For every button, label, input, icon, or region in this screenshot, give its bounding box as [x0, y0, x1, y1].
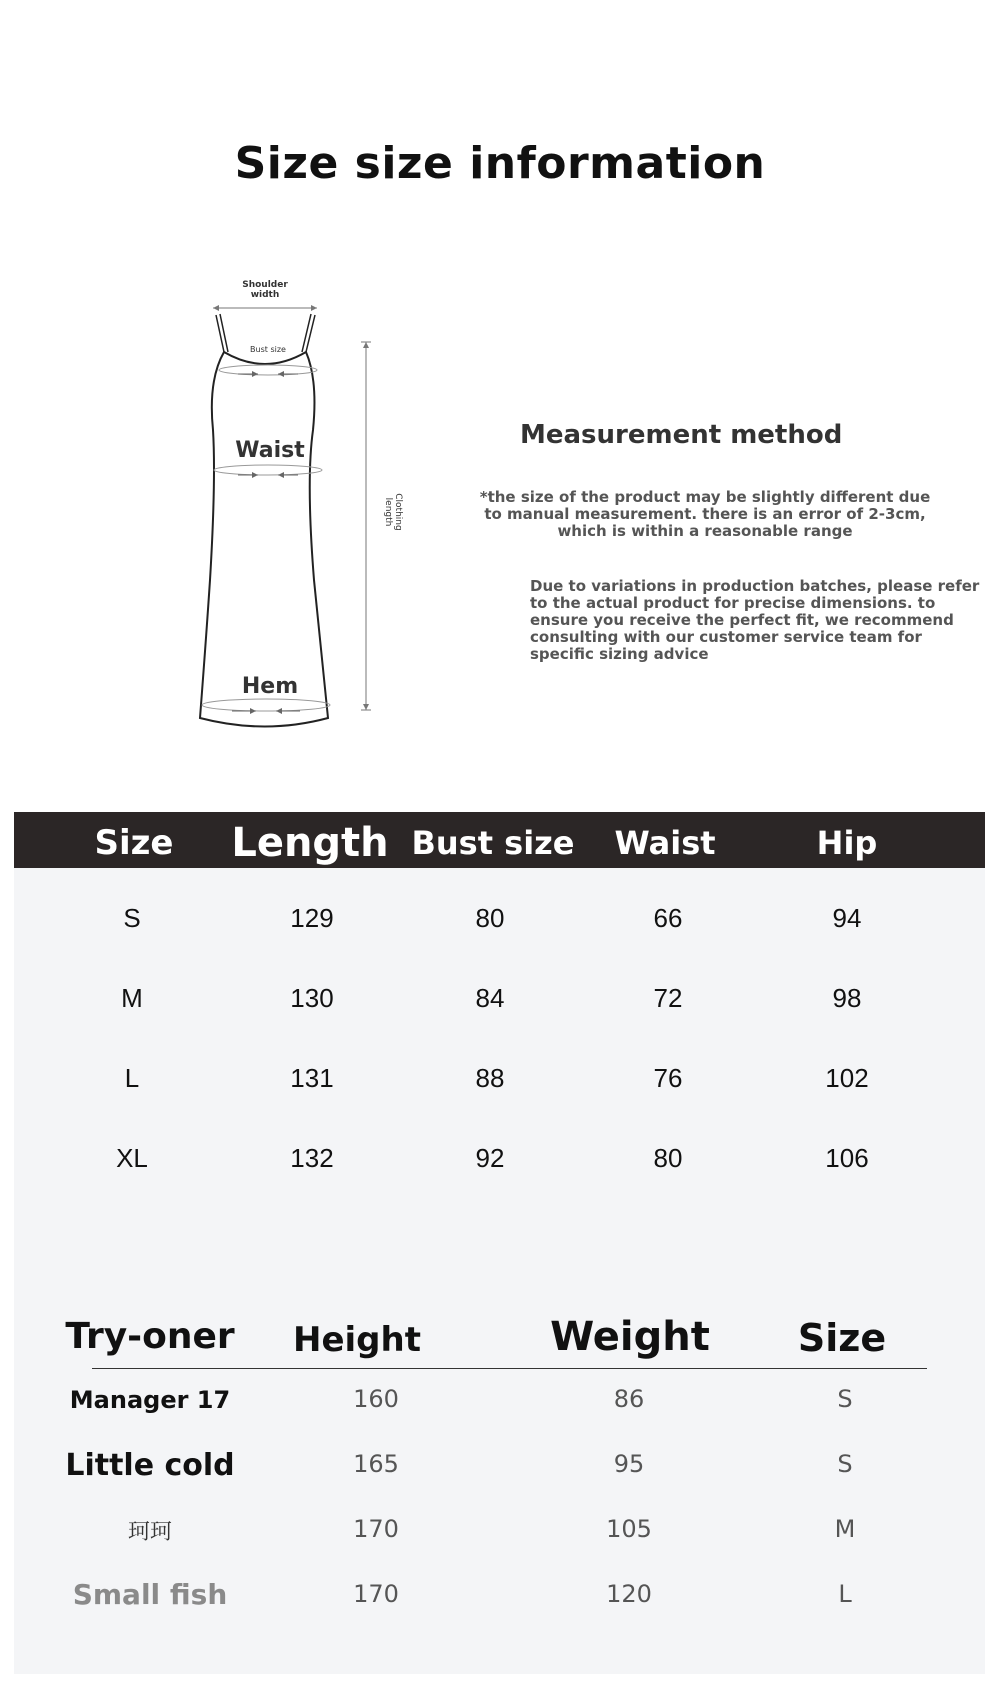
measurement-error-note: *the size of the product may be slightly different due to manual measurement. there is an error of 2-3cm, which is within a reasonable range: [479, 488, 931, 540]
cell-hip-m: 98: [832, 983, 862, 1013]
tryoner-weight: 105: [606, 1515, 652, 1543]
cell-size-m: M: [121, 983, 143, 1013]
cell-hip-xl: 106: [825, 1143, 869, 1173]
page-title: Size size information: [234, 138, 766, 189]
tryoner-weight: 120: [606, 1580, 652, 1608]
cell-bust-m: 84: [475, 983, 505, 1013]
waist-label: Waist: [235, 438, 305, 463]
cell-bust-s: 80: [475, 903, 505, 933]
cell-length-m: 130: [290, 983, 334, 1013]
tryoner-height: 170: [353, 1580, 399, 1608]
cell-waist-m: 72: [653, 983, 683, 1013]
header-height: Height: [293, 1320, 421, 1360]
tryoner-height: 165: [353, 1450, 399, 1478]
tryoner-height: 170: [353, 1515, 399, 1543]
try-on-divider: [92, 1368, 927, 1369]
header-hip: Hip: [816, 824, 878, 862]
tryoner-name: Small fish: [72, 1578, 228, 1611]
tryoner-size: S: [837, 1450, 853, 1478]
tryoner-weight: 95: [613, 1450, 645, 1478]
cell-length-s: 129: [290, 903, 334, 933]
tryoner-name: Manager 17: [69, 1386, 231, 1414]
tryoner-size: L: [838, 1580, 852, 1608]
cell-hip-s: 94: [832, 903, 862, 933]
bust-size-label: Bust size: [250, 345, 286, 354]
header-waist: Waist: [614, 824, 716, 862]
tryoner-size: M: [834, 1515, 856, 1543]
measurement-method-title: Measurement method: [520, 420, 843, 450]
cell-waist-s: 66: [653, 903, 683, 933]
cell-bust-xl: 92: [475, 1143, 505, 1173]
production-batch-note: Due to variations in production batches, please refer to the actual product for precise dimensions. to ensure you receive the perfect fit, we recommend consulting with our customer service team for specific sizing advice: [530, 577, 980, 663]
header-weight: Weight: [550, 1314, 710, 1360]
cell-hip-l: 102: [825, 1063, 869, 1093]
shoulder-width-label: Shoulder width: [242, 280, 288, 300]
cell-bust-l: 88: [475, 1063, 505, 1093]
tryoner-weight: 86: [613, 1385, 645, 1413]
cell-length-l: 131: [290, 1063, 334, 1093]
tryoner-name: 珂珂: [127, 1520, 172, 1545]
hem-label: Hem: [241, 674, 299, 699]
header-length: Length: [231, 820, 389, 866]
tryoner-size: S: [837, 1385, 853, 1413]
tryoner-name: Little cold: [65, 1448, 235, 1483]
header-bust-size: Bust size: [411, 824, 575, 862]
cell-waist-l: 76: [653, 1063, 683, 1093]
cell-length-xl: 132: [290, 1143, 334, 1173]
clothing-length-label: Clothing length: [383, 493, 403, 531]
cell-size-xl: XL: [116, 1143, 148, 1173]
cell-waist-xl: 80: [653, 1143, 683, 1173]
header-size-tryon: Size: [797, 1316, 887, 1360]
dress-diagram: [180, 280, 420, 750]
cell-size-s: S: [123, 903, 141, 933]
cell-size-l: L: [124, 1063, 140, 1093]
tryoner-height: 160: [353, 1385, 399, 1413]
header-try-oner: Try-oner: [65, 1316, 235, 1357]
header-size: Size: [94, 823, 174, 863]
